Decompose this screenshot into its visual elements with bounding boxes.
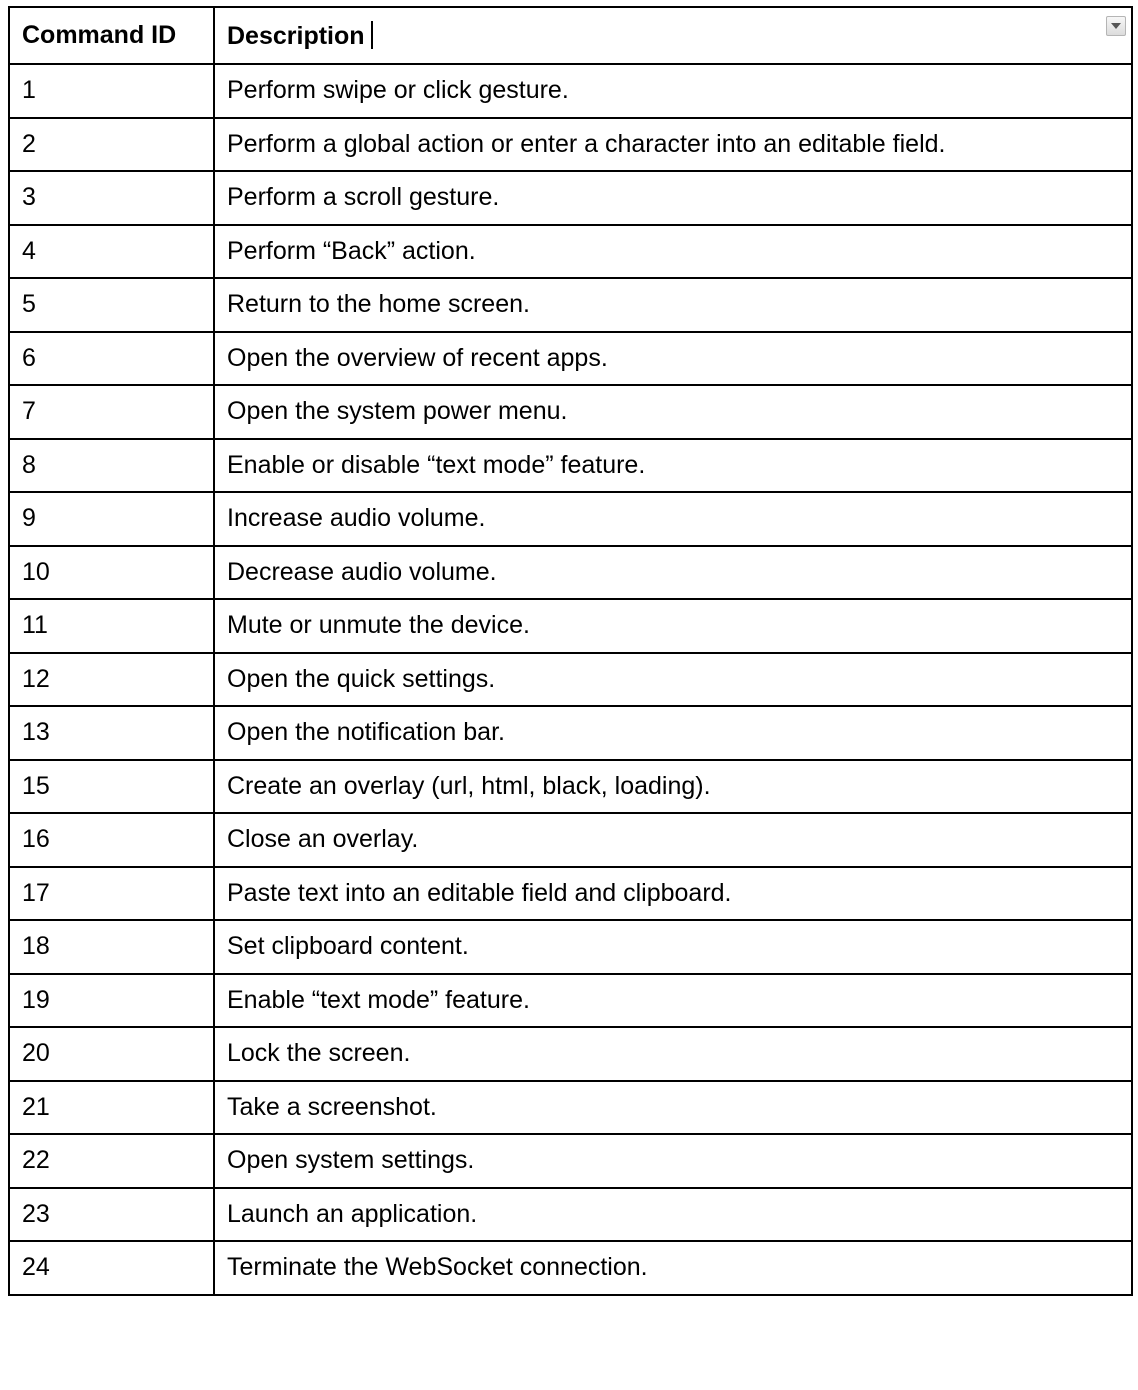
command-table bbox=[8, 6, 1133, 1296]
command-id-cell[interactable]: 11 bbox=[9, 599, 214, 653]
description-cell[interactable]: Open system settings. bbox=[214, 1134, 1132, 1188]
command-id-cell[interactable]: 24 bbox=[9, 1241, 214, 1295]
description-cell[interactable]: Perform “Back” action. bbox=[214, 225, 1132, 279]
table-row bbox=[9, 546, 1132, 600]
command-id-cell[interactable]: 3 bbox=[9, 171, 214, 225]
command-id-cell[interactable]: 8 bbox=[9, 439, 214, 493]
description-cell[interactable]: Return to the home screen. bbox=[214, 278, 1132, 332]
command-id-cell[interactable]: 17 bbox=[9, 867, 214, 921]
table-row bbox=[9, 760, 1132, 814]
description-cell[interactable]: Take a screenshot. bbox=[214, 1081, 1132, 1135]
table-row bbox=[9, 332, 1132, 386]
command-id-cell[interactable]: 21 bbox=[9, 1081, 214, 1135]
header-command-id-label: Command ID bbox=[22, 21, 177, 49]
command-id-cell[interactable]: 20 bbox=[9, 1027, 214, 1081]
description-cell[interactable]: Terminate the WebSocket connection. bbox=[214, 1241, 1132, 1295]
table-row bbox=[9, 64, 1132, 118]
description-cell[interactable]: Perform a scroll gesture. bbox=[214, 171, 1132, 225]
command-id-cell[interactable]: 4 bbox=[9, 225, 214, 279]
command-table-container bbox=[8, 6, 1131, 1296]
command-id-cell[interactable]: 9 bbox=[9, 492, 214, 546]
description-cell[interactable]: Set clipboard content. bbox=[214, 920, 1132, 974]
description-cell[interactable]: Create an overlay (url, html, black, loading). bbox=[214, 760, 1132, 814]
description-cell[interactable]: Perform swipe or click gesture. bbox=[214, 64, 1132, 118]
description-cell[interactable]: Launch an application. bbox=[214, 1188, 1132, 1242]
table-row bbox=[9, 439, 1132, 493]
description-cell[interactable]: Perform a global action or enter a character into an editable field. bbox=[214, 118, 1132, 172]
table-row bbox=[9, 1081, 1132, 1135]
table-row bbox=[9, 492, 1132, 546]
description-cell[interactable]: Open the notification bar. bbox=[214, 706, 1132, 760]
table-row bbox=[9, 225, 1132, 279]
description-cell[interactable]: Open the quick settings. bbox=[214, 653, 1132, 707]
table-row bbox=[9, 278, 1132, 332]
table-row bbox=[9, 974, 1132, 1028]
command-id-cell[interactable]: 2 bbox=[9, 118, 214, 172]
header-description-label: Description bbox=[227, 21, 365, 50]
table-row bbox=[9, 385, 1132, 439]
text-cursor bbox=[371, 21, 373, 49]
command-id-cell[interactable]: 12 bbox=[9, 653, 214, 707]
table-row bbox=[9, 813, 1132, 867]
command-id-cell[interactable]: 16 bbox=[9, 813, 214, 867]
table-row bbox=[9, 171, 1132, 225]
command-id-cell[interactable]: 15 bbox=[9, 760, 214, 814]
table-row bbox=[9, 706, 1132, 760]
table-row bbox=[9, 867, 1132, 921]
command-id-cell[interactable]: 1 bbox=[9, 64, 214, 118]
table-row bbox=[9, 1188, 1132, 1242]
table-row bbox=[9, 118, 1132, 172]
description-cell[interactable]: Enable “text mode” feature. bbox=[214, 974, 1132, 1028]
command-id-cell[interactable]: 18 bbox=[9, 920, 214, 974]
header-command-id[interactable] bbox=[9, 7, 214, 64]
table-row bbox=[9, 1027, 1132, 1081]
command-id-cell[interactable]: 19 bbox=[9, 974, 214, 1028]
description-cell[interactable]: Enable or disable “text mode” feature. bbox=[214, 439, 1132, 493]
table-row bbox=[9, 1134, 1132, 1188]
description-cell[interactable]: Lock the screen. bbox=[214, 1027, 1132, 1081]
command-id-cell[interactable]: 13 bbox=[9, 706, 214, 760]
command-id-cell[interactable]: 22 bbox=[9, 1134, 214, 1188]
chevron-down-icon[interactable] bbox=[1106, 16, 1126, 36]
table-row bbox=[9, 1241, 1132, 1295]
header-description[interactable] bbox=[214, 7, 1132, 64]
table-row bbox=[9, 653, 1132, 707]
command-id-cell[interactable]: 7 bbox=[9, 385, 214, 439]
command-id-cell[interactable]: 23 bbox=[9, 1188, 214, 1242]
description-cell[interactable]: Increase audio volume. bbox=[214, 492, 1132, 546]
description-cell[interactable]: Mute or unmute the device. bbox=[214, 599, 1132, 653]
table-header-row bbox=[9, 7, 1132, 64]
description-cell[interactable]: Paste text into an editable field and clipboard. bbox=[214, 867, 1132, 921]
table-row bbox=[9, 599, 1132, 653]
description-cell[interactable]: Close an overlay. bbox=[214, 813, 1132, 867]
command-id-cell[interactable]: 5 bbox=[9, 278, 214, 332]
description-cell[interactable]: Open the system power menu. bbox=[214, 385, 1132, 439]
description-cell[interactable]: Decrease audio volume. bbox=[214, 546, 1132, 600]
table-row bbox=[9, 920, 1132, 974]
description-cell[interactable]: Open the overview of recent apps. bbox=[214, 332, 1132, 386]
command-id-cell[interactable]: 6 bbox=[9, 332, 214, 386]
command-id-cell[interactable]: 10 bbox=[9, 546, 214, 600]
